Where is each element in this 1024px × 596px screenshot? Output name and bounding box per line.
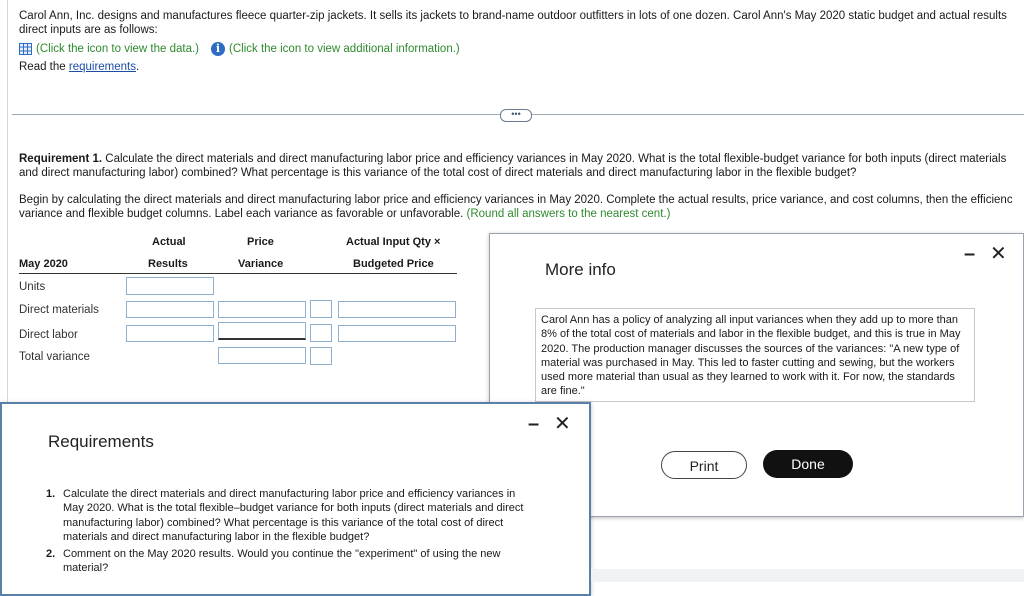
requirement-item [46,547,536,576]
requirement-1-line-2: and direct manufacturing labor) combined? What percentage is this variance of the total cost of direct materials and direct manufacturing labor in the flexible budget? [19,167,857,179]
dm-aiq-input[interactable] [338,301,456,318]
row-label-units: Units [19,281,46,293]
close-icon[interactable]: ✕ [554,413,571,435]
requirements-list [46,487,536,576]
left-border [7,0,8,404]
requirement-label: Requirement 1. [19,153,103,165]
requirement-text: Comment on the May 2020 results. Would you continue the "experiment" of using the new material? [63,548,501,575]
ellipsis-icon[interactable]: ••• [500,109,532,122]
dl-aiq-input[interactable] [338,325,456,342]
total-price-fav-select[interactable] [310,347,332,365]
dm-actual-input[interactable] [126,301,214,318]
row-label-direct-labor: Direct labor [19,329,78,341]
minimize-icon[interactable]: – [528,413,540,435]
requirement-text: Calculate the direct materials and direct manufacturing labor price and efficiency variances in May 2020. What is the total flexible–budget variance for both inputs (direct materials and direct manufacturing labor) combined? What percentage is this variance of the total cost of direct materials and direct manufacturing labor in the flexible budget? [63,488,524,543]
dl-price-fav-select[interactable] [310,324,332,342]
col-actual-header-1: Actual [152,236,186,248]
requirement-number: 2. [46,548,56,561]
total-price-variance-input[interactable] [218,347,306,364]
minimize-icon[interactable]: – [964,243,976,265]
col-price-header-2: Variance [238,258,284,270]
read-suffix: . [136,61,140,73]
table-icon[interactable] [19,43,32,55]
intro-line-1: Carol Ann, Inc. designs and manufactures fleece quarter-zip jackets. It sells its jackets to brand-name outdoor outfitters in lots of one dozen. Carol Ann's May 2020 static budget and actual results [19,10,1007,22]
requirement-number: 1. [46,488,56,500]
close-icon[interactable]: ✕ [990,243,1007,265]
col-aiq-header-1: Actual Input Qty × [346,236,441,248]
requirement-text-1: Calculate the direct materials and direct manufacturing labor price and efficiency variances in May 2020. What is the total flexible-budget variance for both inputs (direct materials [102,153,1007,165]
print-button[interactable]: Print [661,451,747,479]
dl-price-variance-input[interactable] [218,322,306,340]
row-label-direct-materials: Direct materials [19,304,99,316]
read-prefix: Read the [19,61,69,73]
round-note: (Round all answers to the nearest cent.) [466,208,671,220]
col-aiq-header-2: Budgeted Price [353,258,434,270]
requirement-1-line-1 [19,153,1006,165]
instruction-text-2: variance and flexible budget columns. Label each variance as favorable or unfavorable. [19,208,467,220]
units-actual-input[interactable] [126,277,214,295]
requirements-window [0,402,591,596]
dl-actual-input[interactable] [126,325,214,342]
more-info-title: More info [545,260,616,279]
instruction-line-1: Begin by calculating the direct materials and direct manufacturing labor price and efficiency variances in May 2020. Complete the actual results, price variance, and cost columns, then the efficienc [19,194,1013,206]
row-label-total-variance: Total variance [19,351,90,363]
data-link-row[interactable] [19,42,460,56]
info-link[interactable]: (Click the icon to view additional information.) [229,43,460,55]
requirements-link[interactable]: requirements [68,61,136,73]
intro-line-2: direct inputs are as follows: [19,24,158,36]
footer-strip [591,569,1024,582]
data-link[interactable]: (Click the icon to view the data.) [36,43,199,55]
col-actual-header-2: Results [148,258,188,270]
read-requirements-line [19,61,139,73]
more-info-text: Carol Ann has a policy of analyzing all input variances when they add up to more than 8% of the total cost of materials and labor in the flexible budget, and this is true in May 2020. The production manager discusses the sources of the variances: "A new type of material was purchased in May. This led to faster cutting and sewing, but the workers used more material than usual as they learned to work with it. For now, the standards are fine." [535,308,975,402]
done-button[interactable]: Done [763,450,853,478]
requirement-item [46,487,536,544]
dm-price-variance-input[interactable] [218,301,306,318]
header-rule [19,273,457,274]
col-price-header-1: Price [247,236,274,248]
dm-price-fav-select[interactable] [310,300,332,318]
instruction-line-2 [19,208,670,220]
requirements-title: Requirements [48,432,154,451]
info-icon[interactable]: i [211,42,225,56]
period-header: May 2020 [19,258,68,270]
